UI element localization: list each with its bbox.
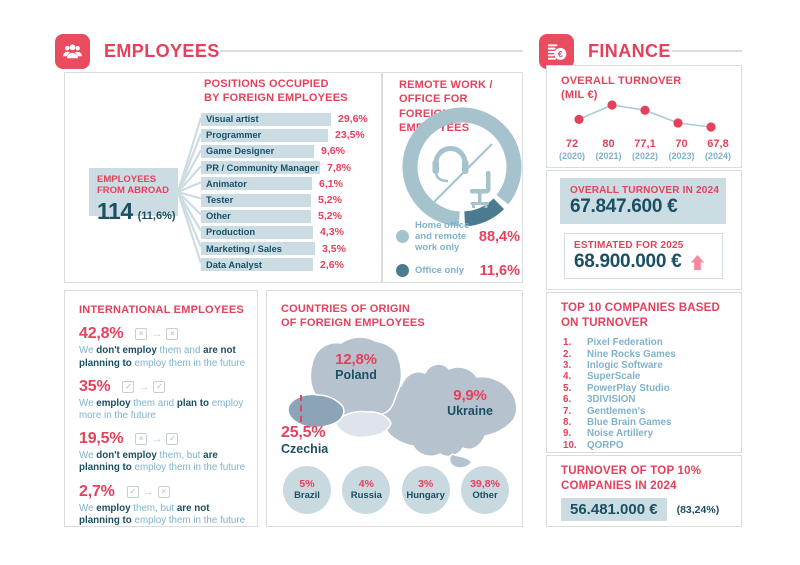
- legend-row-home-office: [396, 220, 520, 254]
- chart-point-label: [701, 138, 735, 161]
- poland-label: [319, 351, 393, 382]
- svg-text:€: €: [557, 48, 563, 59]
- international-item: [79, 378, 245, 422]
- czechia-value: 25,5%: [281, 424, 326, 441]
- position-row: [201, 111, 368, 127]
- checkbox-x-icon: ×: [158, 486, 170, 498]
- chart-point-label: [665, 138, 699, 161]
- checkbox-x-icon: ×: [166, 328, 178, 340]
- status-change-icons: [122, 381, 165, 393]
- position-bar: Tester: [201, 194, 311, 207]
- point-year: (2024): [704, 151, 731, 161]
- position-row: [201, 257, 368, 273]
- up-arrow-icon: [690, 254, 705, 271]
- remote-title-line2: OFFICE FOR FOREIGN: [399, 93, 468, 120]
- legend-dot-dark: [396, 264, 409, 277]
- company-name: Pixel Federation: [587, 337, 663, 349]
- remote-donut-chart: [400, 105, 524, 229]
- donut-segment-office-only: [465, 204, 499, 219]
- poland-value: 12,8%: [335, 351, 377, 368]
- countries-title-line1: COUNTRIES OF ORIGIN: [281, 303, 411, 315]
- turnover-title-line1: OVERALL TURNOVER: [561, 75, 682, 87]
- company-rank: 7.: [563, 405, 572, 417]
- point-value: 72: [565, 138, 579, 150]
- donut-segment-home-office: [410, 115, 514, 219]
- abroad-count: 114: [97, 197, 133, 224]
- countries-panel: [266, 290, 523, 527]
- top10pct-turnover-panel: [546, 455, 742, 527]
- arrow-right-icon: →: [151, 328, 163, 341]
- status-change-icons: [135, 328, 178, 340]
- overall-turnover-2024-box: [560, 178, 726, 224]
- position-bar: Marketing / Sales: [201, 242, 315, 255]
- fan-connector-lines: [178, 109, 201, 271]
- employees-from-abroad-box: [89, 168, 178, 224]
- international-description: We employ them and plan to employ more in the future: [79, 397, 244, 421]
- ukraine-name: Ukraine: [447, 404, 493, 418]
- company-row: [563, 405, 676, 416]
- international-description: We don't employ them, but are planning to employ them in the future: [79, 450, 246, 474]
- company-rank: 10.: [563, 439, 577, 451]
- point-value: 80: [602, 138, 615, 150]
- chart-point-label: [592, 138, 626, 161]
- arrow-right-icon: →: [142, 485, 154, 498]
- top10pct-title-line1: TURNOVER OF TOP 10%: [561, 465, 702, 477]
- position-row: [201, 241, 368, 257]
- international-title: INTERNATIONAL EMPLOYEES: [79, 304, 244, 316]
- ukraine-label: [433, 387, 507, 418]
- international-item: [79, 430, 245, 474]
- checkbox-check-icon: ✓: [127, 486, 139, 498]
- employees-header-rule: [220, 50, 523, 52]
- countries-title: [281, 302, 425, 331]
- legend-value: 11,6%: [479, 262, 520, 279]
- turnover-values-panel: [546, 170, 742, 290]
- position-row: [201, 176, 368, 192]
- point-value: 70: [675, 138, 688, 150]
- position-value: 2,6%: [320, 258, 344, 271]
- employees-top-panel: [64, 72, 523, 283]
- poland-name: Poland: [335, 368, 377, 382]
- position-value: 9,6%: [321, 145, 345, 158]
- chart-point-label: [628, 138, 662, 161]
- position-row: [201, 224, 368, 240]
- checkbox-check-icon: ✓: [153, 381, 165, 393]
- czechia-pointer-line: [300, 395, 302, 422]
- company-rank: 9.: [563, 428, 572, 440]
- people-group-icon: [61, 40, 84, 63]
- estimated-2025-label: ESTIMATED FOR 2025: [574, 240, 684, 251]
- turnover-title-line2: (MIL €): [561, 89, 598, 102]
- position-row: [201, 127, 368, 143]
- position-value: 7,8%: [327, 161, 351, 174]
- circle-value: 5%: [299, 478, 315, 490]
- ledger-coin-icon: [545, 40, 568, 63]
- position-value: 5,2%: [318, 210, 342, 223]
- status-change-icons: [135, 433, 178, 445]
- employees-header: [55, 34, 220, 69]
- company-name: Nine Rocks Games: [587, 348, 676, 360]
- czechia-name: Czechia: [281, 442, 329, 456]
- company-name: Blue Brain Games: [587, 416, 672, 428]
- position-bar: Animator: [201, 177, 312, 190]
- finance-header: [539, 34, 671, 69]
- arrow-right-icon: →: [151, 433, 163, 446]
- international-employees-panel: [64, 290, 258, 527]
- position-bar: Visual artist: [201, 113, 331, 126]
- checkbox-check-icon: ✓: [166, 433, 178, 445]
- top10-title-line2: ON TURNOVER: [561, 316, 649, 329]
- point-year: (2022): [631, 151, 658, 161]
- company-row: [563, 428, 676, 439]
- legend-label: Office only: [415, 265, 465, 276]
- checkbox-check-icon: ✓: [122, 381, 134, 393]
- finance-header-rule: [672, 50, 742, 52]
- position-value: 4,3%: [320, 226, 344, 239]
- company-row: [563, 440, 676, 451]
- positions-title: [204, 77, 348, 106]
- top10-title-line1: TOP 10 COMPANIES BASED: [561, 302, 721, 314]
- arrow-right-icon: →: [138, 380, 150, 393]
- top10pct-value: 56.481.000 €: [561, 498, 667, 521]
- company-name: Gentlemen's: [587, 405, 646, 417]
- remote-title-line1: REMOTE WORK /: [399, 79, 493, 91]
- status-change-icons: [127, 486, 170, 498]
- abroad-label-line1: EMPLOYEES: [97, 174, 157, 185]
- position-row: [201, 192, 368, 208]
- abroad-label: [97, 174, 178, 197]
- circle-name: Other: [472, 489, 498, 501]
- international-value: 19,5%: [79, 430, 124, 448]
- position-value: 3,5%: [322, 242, 346, 255]
- overall-2024-value: 67.847.600 €: [570, 196, 678, 217]
- legend-label: Home office and remote work only: [415, 220, 470, 254]
- country-circle-hungary: [402, 466, 450, 514]
- circle-name: Russia: [350, 489, 382, 501]
- international-description: We employ them, but are not planning to employ them in the future: [79, 502, 246, 526]
- country-circle-brazil: [283, 466, 331, 514]
- circle-name: Hungary: [406, 489, 445, 501]
- turnover-chart-panel: [546, 65, 742, 168]
- international-value: 35%: [79, 377, 111, 395]
- position-bar: Game Designer: [201, 145, 314, 158]
- international-item: [79, 325, 245, 369]
- country-circle-russia: [342, 466, 390, 514]
- headset-icon: [433, 149, 469, 182]
- panel-divider: [381, 73, 383, 282]
- company-rank: 2.: [563, 348, 572, 360]
- position-bar: Programmer: [201, 129, 328, 142]
- employees-people-icon: [55, 34, 90, 69]
- company-row: [563, 337, 676, 348]
- position-row: [201, 143, 368, 159]
- top10-title: [561, 301, 720, 331]
- company-rank: 8.: [563, 416, 572, 428]
- estimated-2025-value: 68.900.000 €: [574, 251, 682, 272]
- company-name: Inlogic Software: [587, 359, 663, 371]
- company-name: QORPO: [587, 439, 624, 451]
- turnover-line-chart: [555, 100, 735, 134]
- top10pct-share: (83,24%): [676, 503, 720, 516]
- international-value: 42,8%: [79, 325, 124, 343]
- chart-points: [574, 100, 715, 131]
- top10-list: [563, 337, 676, 451]
- position-value: 6,1%: [319, 177, 343, 190]
- circle-value: 4%: [358, 478, 374, 490]
- positions-title-line2: BY FOREIGN EMPLOYEES: [204, 92, 348, 105]
- overall-2024-label: OVERALL TURNOVER IN 2024: [570, 185, 720, 196]
- finance-coins-icon: [539, 34, 574, 69]
- remote-legend: [396, 220, 520, 288]
- company-row: [563, 417, 676, 428]
- estimated-2025-box: [564, 233, 723, 279]
- company-row: [563, 383, 676, 394]
- company-row: [563, 348, 676, 359]
- company-rank: 5.: [563, 382, 572, 394]
- checkbox-x-icon: ×: [135, 328, 147, 340]
- map-czechia-shape: [288, 394, 344, 427]
- office-chair-icon: [470, 171, 491, 208]
- circle-name: Brazil: [294, 489, 320, 501]
- company-name: 3DIVISION: [587, 394, 636, 406]
- top10pct-title-line2: COMPANIES IN 2024: [561, 479, 677, 492]
- company-rank: 6.: [563, 394, 572, 406]
- abroad-numbers: [97, 198, 178, 225]
- positions-list: [201, 111, 368, 273]
- circle-value: 39,8%: [470, 478, 500, 490]
- top10pct-title: [561, 464, 701, 494]
- legend-value: 88,4%: [478, 228, 520, 245]
- legend-dot-light: [396, 230, 409, 243]
- czechia-label: [281, 424, 343, 456]
- company-name: PowerPlay Studio: [587, 382, 670, 394]
- position-row: [201, 208, 368, 224]
- company-name: Noise Artillery: [587, 428, 654, 440]
- company-row: [563, 371, 676, 382]
- international-value: 2,7%: [79, 482, 115, 500]
- legend-row-office-only: [396, 263, 520, 279]
- international-description: We don't employ them and are not planning to employ them in the future: [79, 345, 246, 369]
- country-circle-other: [461, 466, 509, 514]
- position-row: [201, 160, 368, 176]
- company-rank: 1.: [563, 337, 572, 349]
- point-year: (2023): [668, 151, 695, 161]
- top10pct-value-row: [561, 498, 719, 521]
- position-bar: PR / Community Manager: [201, 161, 320, 174]
- employees-section-title: EMPLOYEES: [104, 41, 220, 61]
- turnover-chart-title: [561, 74, 681, 103]
- finance-section-title: FINANCE: [588, 41, 671, 61]
- chart-axis-labels: [555, 138, 735, 161]
- position-bar: Other: [201, 210, 311, 223]
- position-value: 23,5%: [335, 129, 365, 142]
- top10-companies-panel: [546, 292, 742, 453]
- company-rank: 3.: [563, 359, 572, 371]
- ukraine-value: 9,9%: [453, 387, 487, 404]
- other-countries-circles: [283, 466, 509, 514]
- abroad-label-line2: FROM ABROAD: [97, 185, 169, 197]
- point-value: 67,8: [707, 138, 729, 150]
- countries-title-line2: OF FOREIGN EMPLOYEES: [281, 317, 425, 330]
- point-year: (2020): [558, 151, 585, 161]
- abroad-share: (11,6%): [137, 209, 176, 222]
- circle-value: 3%: [418, 478, 434, 490]
- chart-point-label: [555, 138, 589, 161]
- point-value: 77,1: [634, 138, 656, 150]
- company-name: SuperScale: [587, 371, 641, 383]
- point-year: (2021): [595, 151, 622, 161]
- company-row: [563, 394, 676, 405]
- position-bar: Data Analyst: [201, 258, 313, 271]
- remote-title-line3: EMPLOYEES: [399, 121, 470, 134]
- checkbox-x-icon: ×: [135, 433, 147, 445]
- company-row: [563, 360, 676, 371]
- company-rank: 4.: [563, 371, 572, 383]
- position-bar: Production: [201, 226, 313, 239]
- position-value: 29,6%: [338, 113, 368, 126]
- positions-title-line1: POSITIONS OCCUPIED: [204, 78, 329, 90]
- international-item: [79, 483, 245, 527]
- position-value: 5,2%: [318, 194, 342, 207]
